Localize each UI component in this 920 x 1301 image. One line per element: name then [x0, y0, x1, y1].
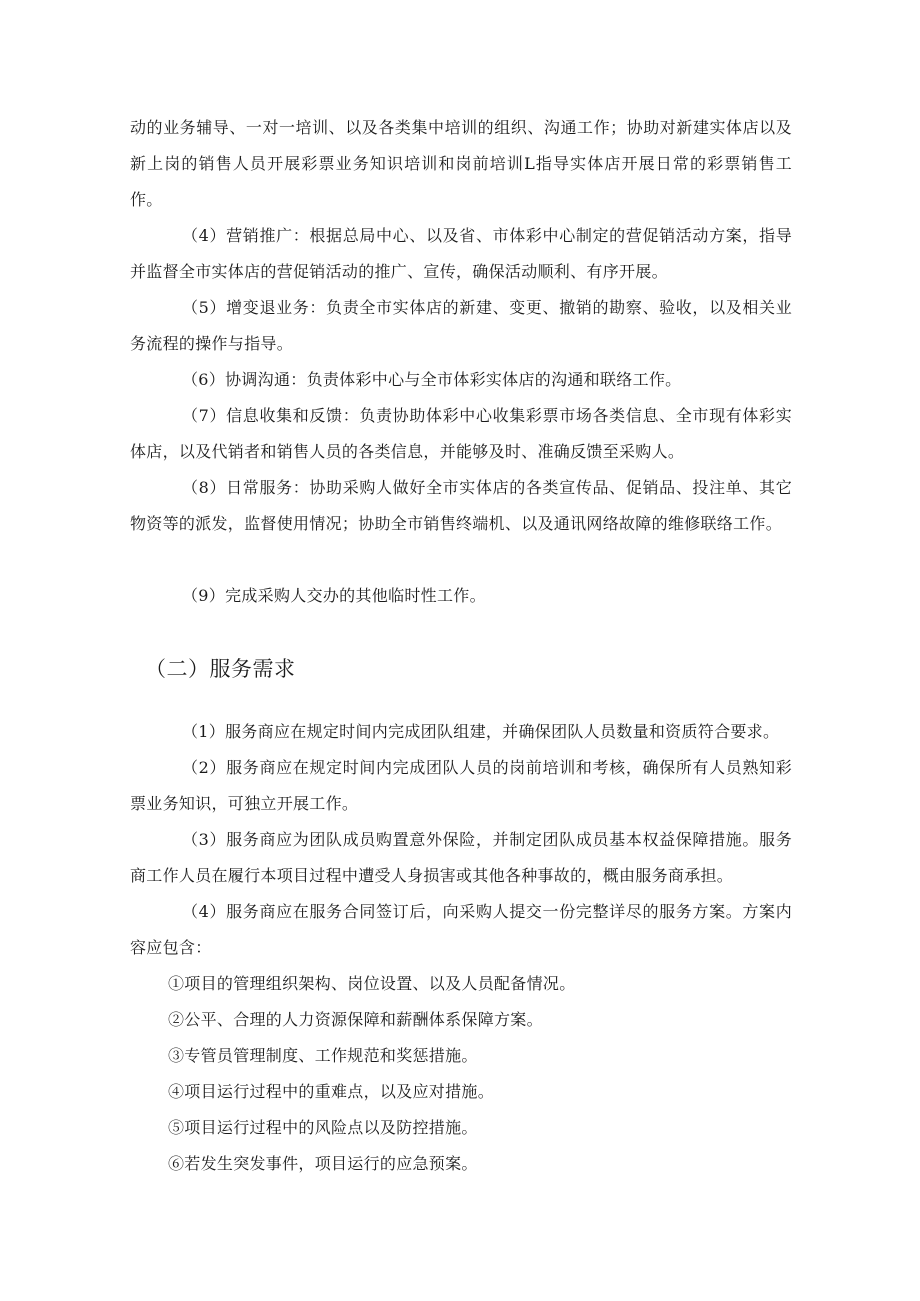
- paragraph-item-9-other-tasks: （9）完成采购人交办的其他临时性工作。: [182, 586, 486, 605]
- paragraph-item-5-store-changes: （5）增变退业务：负责全市实体店的新建、变更、撤销的勘察、验收，以及相关业务流程的操作与指导。: [130, 298, 792, 353]
- plan-item-4: ④项目运行过程中的重难点，以及应对措施。: [168, 1082, 495, 1101]
- paragraph-item-6-coordination: （6）协调沟通：负责体彩中心与全市体彩实体店的沟通和联络工作。: [182, 370, 682, 389]
- paragraph-requirement-3: （3）服务商应为团队成员购置意外保险，并制定团队成员基本权益保障措施。服务商工作人员在履行本项目过程中遭受人身损害或其他各种事故的，概由服务商承担。: [130, 830, 792, 885]
- paragraph-item-8-daily-service: （8）日常服务：协助采购人做好全市实体店的各类宣传品、促销品、投注单、其它物资等的派发，监督使用情况；协助全市销售终端机、以及通讯网络故障的维修联络工作。: [130, 478, 792, 533]
- plan-item-5: ⑤项目运行过程中的风险点以及防控措施。: [168, 1118, 478, 1137]
- paragraph-continuation: 动的业务辅导、一对一培训、以及各类集中培训的组织、沟通工作；协助对新建实体店以及新上岗的销售人员开展彩票业务知识培训和岗前培训L指导实体店开展日常的彩票销售工作。: [130, 118, 792, 209]
- plan-item-2: ②公平、合理的人力资源保障和薪酬体系保障方案。: [168, 1010, 543, 1029]
- plan-item-3: ③专管员管理制度、工作规范和奖惩措施。: [168, 1046, 478, 1065]
- section-heading-service-requirements: （二）服务需求: [145, 657, 296, 681]
- paragraph-requirement-1: （1）服务商应在规定时间内完成团队组建，并确保团队人员数量和资质符合要求。: [182, 722, 780, 741]
- paragraph-item-7-information: （7）信息收集和反馈：负责协助体彩中心收集彩票市场各类信息、全市现有体彩实体店，以及代销者和销售人员的各类信息，并能够及时、准确反馈至采购人。: [130, 406, 792, 461]
- paragraph-item-4-marketing: （4）营销推广：根据总局中心、以及省、市体彩中心制定的营促销活动方案，指导并监督全市实体店的营促销活动的推广、宣传，确保活动顺利、有序开展。: [130, 226, 792, 281]
- plan-item-6: ⑥若发生突发事件，项目运行的应急预案。: [168, 1154, 478, 1173]
- plan-item-1: ①项目的管理组织架构、岗位设置、以及人员配备情况。: [168, 974, 576, 993]
- paragraph-requirement-4: （4）服务商应在服务合同签订后，向采购人提交一份完整详尽的服务方案。方案内容应包含：: [130, 902, 792, 957]
- paragraph-requirement-2: （2）服务商应在规定时间内完成团队人员的岗前培训和考核，确保所有人员熟知彩票业务知识，可独立开展工作。: [130, 758, 792, 813]
